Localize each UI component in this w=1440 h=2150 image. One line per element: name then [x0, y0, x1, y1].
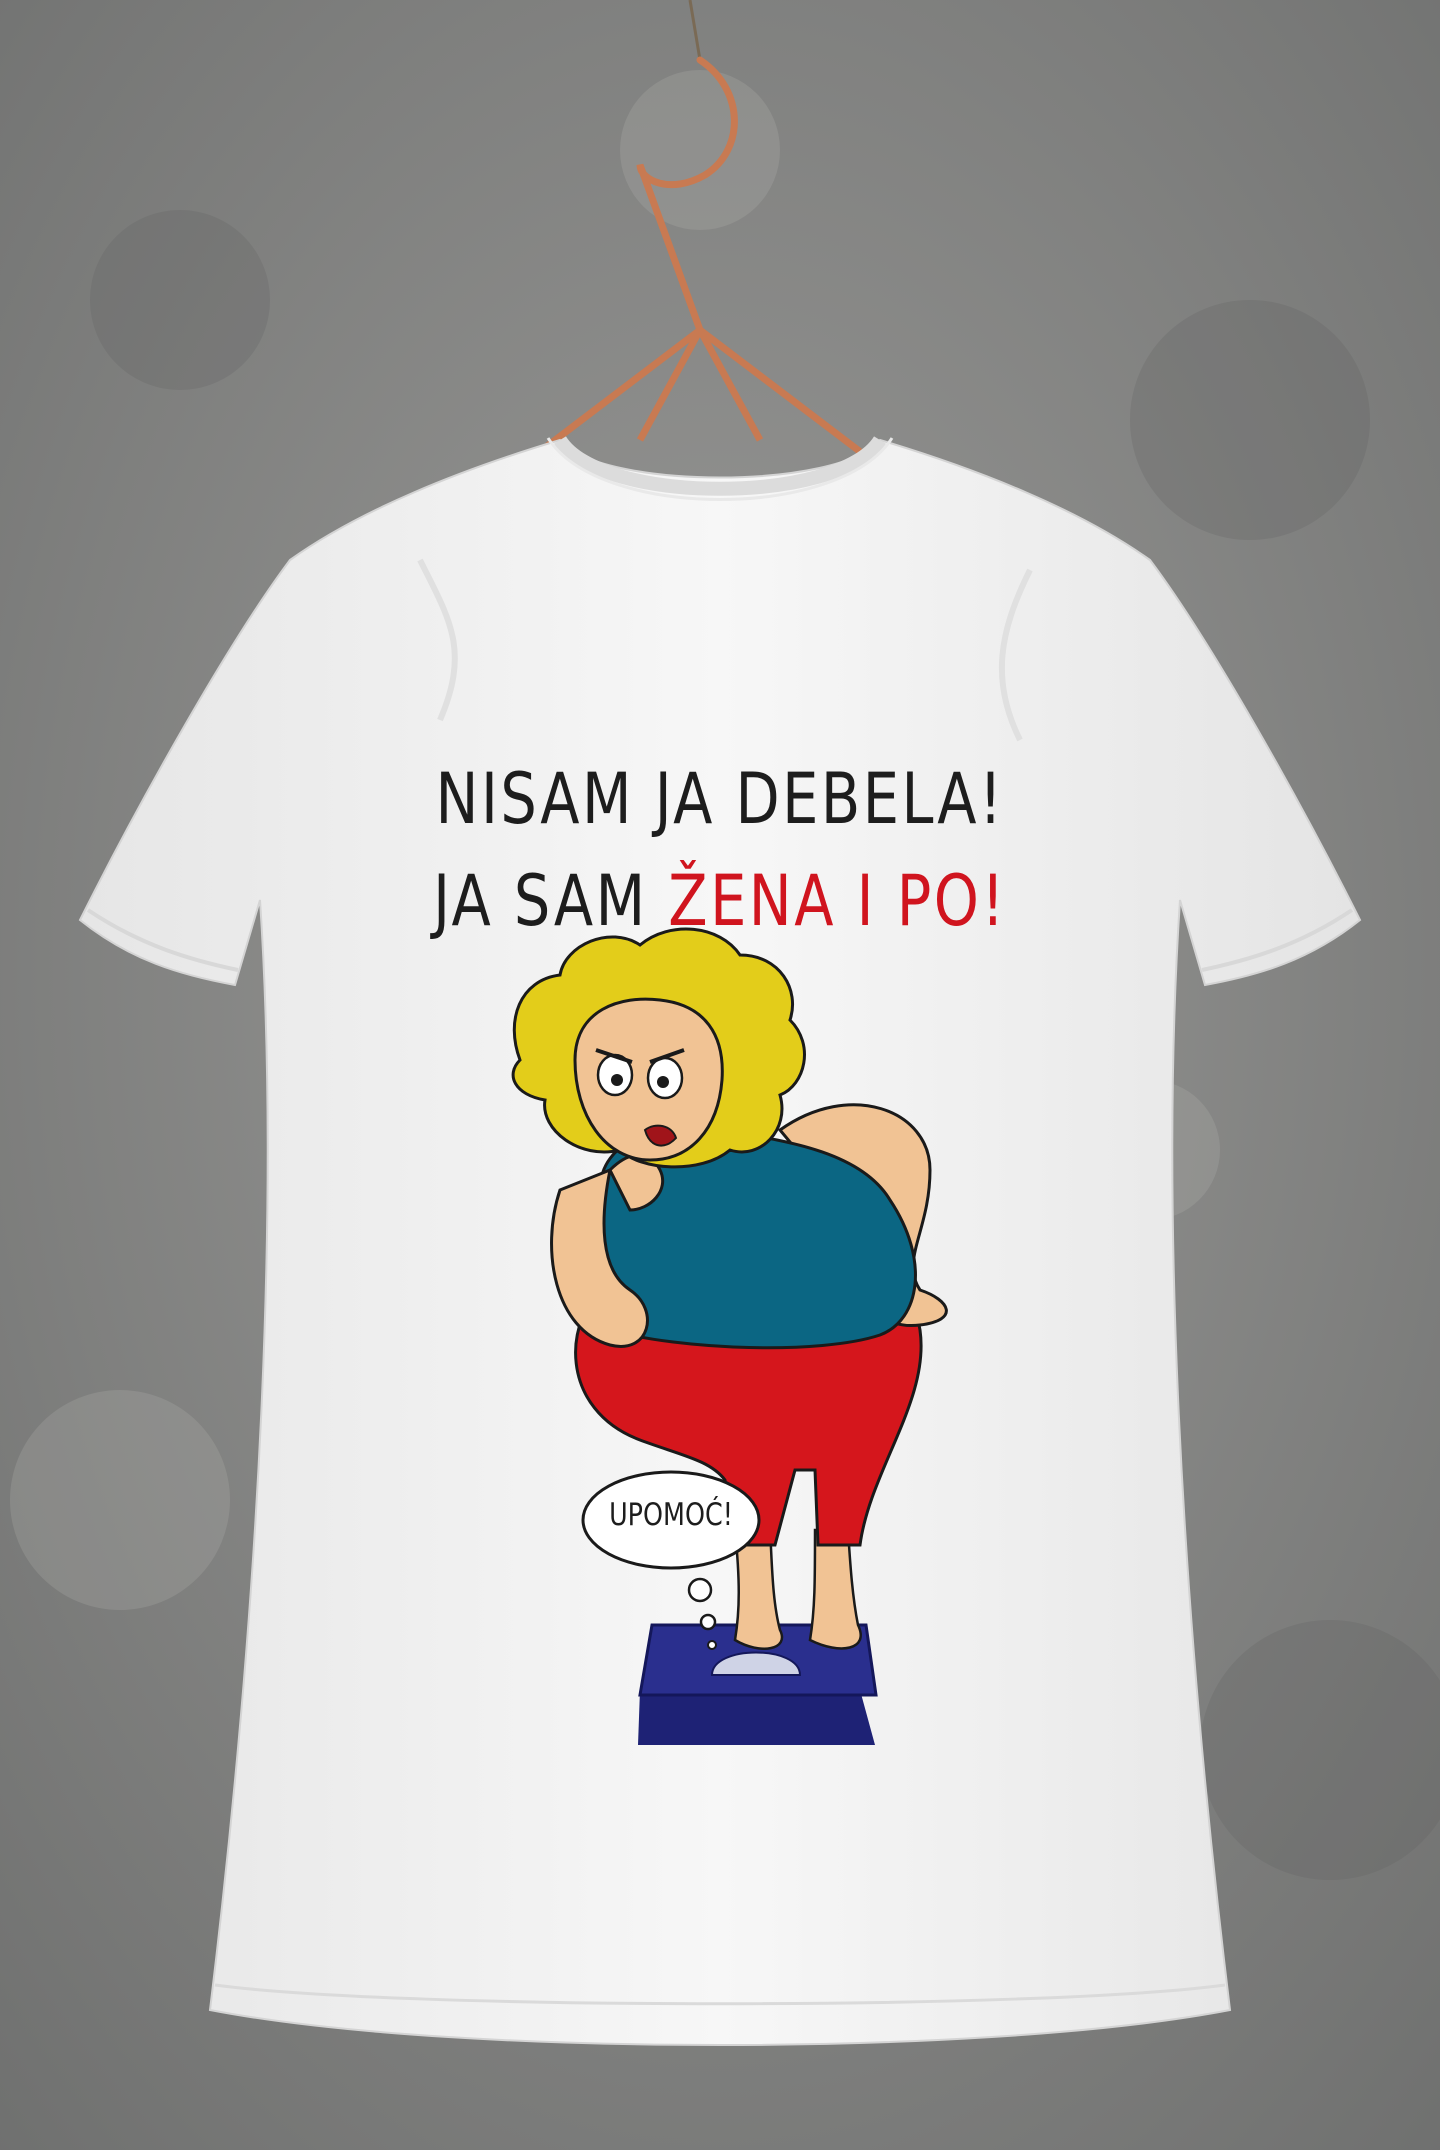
slogan-line-2-red: ŽENA I PO!: [668, 860, 1007, 942]
speech-bubble-text: UPOMOĆ!: [609, 1497, 733, 1533]
slogan-line-2: [130, 860, 1311, 942]
slogan-line-2-dark: JA SAM: [433, 860, 669, 942]
slogan-line-1: NISAM JA DEBELA!: [435, 758, 1005, 840]
